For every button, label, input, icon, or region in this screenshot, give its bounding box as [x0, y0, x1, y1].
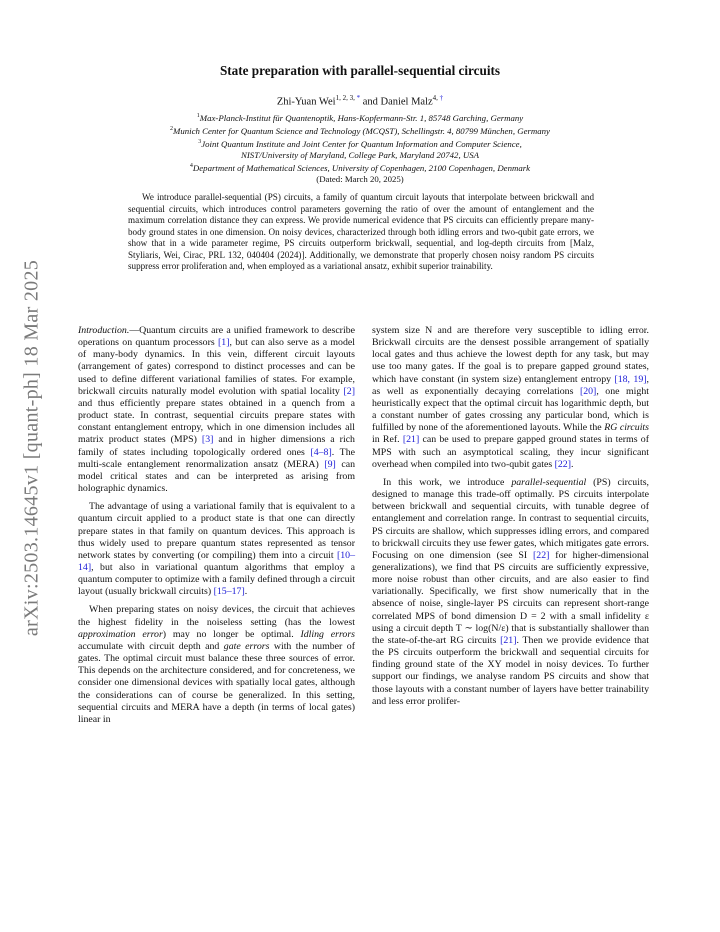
affiliation-line: $^4$Department of Mathematical Sciences, University of Copenhagen, 2100 Copenhagen, Denmark	[189, 163, 531, 174]
author-email-mark[interactable]: †	[439, 94, 444, 102]
right-column	[372, 325, 649, 714]
citation-link[interactable]: [4–8]	[310, 446, 332, 458]
citation-link[interactable]: [3]	[201, 434, 214, 446]
citation-link[interactable]: [22]	[533, 549, 550, 561]
citation-link[interactable]: [22]	[554, 458, 572, 470]
abstract: We introduce parallel-sequential (PS) circuits, a family of quantum circuit layouts that interpolate between brickwall and sequential circuits, which introduces control parameters governing the ratio of over the amount of entanglement and the maximum correlation distance they can express. We provide numerical evidence that PS circuits can efficiently prepare many-body ground states in one dimension. On noisy devices, characterized through both idling errors and two-qubit gate errors, we show that in a wide parameter regime, PS circuits outperform brickwall, sequential, and log-depth circuits from [Malz, Styliaris, Wei, Cirac, PRL 132, 040404 (2024)]. Additionally, we demonstrate that properly chosen noisy random PS circuits suppress error proliferation and, when employed as a variational ansatz, exhibit superior trainability.	[128, 192, 594, 271]
citation-link[interactable]: [9]	[324, 458, 336, 470]
citation-link[interactable]: [20]	[579, 385, 597, 397]
citation-link[interactable]: [1]	[218, 337, 230, 349]
citation-link[interactable]: [21]	[402, 434, 420, 446]
paragraph: The advantage of using a variational family that is equivalent to a quantum circuit applied to a product state is that one can directly prepare states in that family on quantum devices. This approach is thus widely used to prepare quantum states represented as tensor network states by converting (or compiling) them into a circuit [10–14], but also in variational quantum algorithms that employ a quantum computer to optimize with a family defined through a circuit layout (usually brickwall circuits) [15–17].	[78, 501, 355, 598]
affiliation-line: $^2$Munich Center for Quantum Science and Technology (MCQST), Schellingstr. 4, 80799 München, Germany	[170, 125, 550, 136]
arxiv-sidebar-id: arXiv:2503.14645v1 [quant-ph] 18 Mar 2025	[20, 259, 43, 637]
affiliation-line: NIST/University of Maryland, College Park, Maryland 20742, USA	[241, 150, 479, 161]
affiliation-line: $^3$Joint Quantum Institute and Joint Center for Quantum Information and Computer Science,	[198, 138, 522, 149]
citation-link[interactable]: [18, 19]	[614, 373, 647, 385]
author-line: Zhi-Yuan Wei$^{1, 2, 3, *}$ and Daniel Malz$^{4, \dagger}$	[276, 94, 444, 108]
citation-link[interactable]: [10–14]	[78, 549, 355, 573]
date-line: (Dated: March 20, 2025)	[316, 174, 404, 185]
left-column	[78, 325, 355, 732]
paragraph: system size N and are therefore very susceptible to idling error. Brickwall circuits are the densest possible arrangement of spatially local gates and thus achieve the lowest depth for any task, but may use too many gates. If the goal is to prepare gapped ground states, which have constant (in system size) entanglement entropy [18, 19], as well as exponentially decaying correlations [20], one might heuristically expect that the optimal circuit has logarithmic depth, but a constant number of gates crossing any particular bond, which is fulfilled by none of the aforementioned layouts. While the RG circuits in Ref. [21] can be used to prepare gapped ground states in terms of MPS with such an asymptotical scaling, they incur significant overhead when compiled into two-qubit gates [22].	[372, 325, 649, 470]
citation-link[interactable]: [15–17]	[213, 586, 245, 598]
paragraph: In this work, we introduce parallel-sequential (PS) circuits, designed to manage this trade-off optimally. PS circuits interpolate between brickwall and sequential circuits, with tunable degree of entanglement and correlation range. In contrast to sequential circuits, PS circuits are shallow, which suppresses idling errors, and compared to brickwall circuits they use fewer gates, which mitigates gate errors. Focusing on one dimension (see SI [22] for higher-dimensional generalizations), we find that PS circuits are sufficiently expressive, more noise robust than other circuits, and are also easier to find variationally. Specifically, we first show numerically that in the absence of noise, single-layer PS circuits can represent short-range correlated MPS of bond dimension D = 2 with a small infidelity ε using a circuit depth T ∼ log(N/ε) that is substantially shallower than the state-of-the-art RG circuits [21]. Then we provide evidence that the PS circuits outperform the brickwall and sequential circuits for finding ground state of the XY model in noisy devices. To further support our findings, we analyse random PS circuits and show that those layouts with a constant number of layers have better trainability and less error prolifer-	[372, 476, 649, 707]
citation-link[interactable]: [2]	[343, 385, 355, 397]
author-name: Zhi-Yuan Wei	[276, 96, 336, 108]
paper-title: State preparation with parallel-sequential circuits	[219, 63, 501, 78]
affiliations	[0, 111, 720, 185]
author-name: Daniel Malz	[380, 96, 433, 108]
author-email-mark[interactable]: *	[356, 94, 361, 102]
paragraph: When preparing states on noisy devices, the circuit that achieves the highest fidelity in the noiseless setting (has the lowest approximation error) may no longer be optimal. Idling errors accumulate with circuit depth and gate errors with the number of gates. The optimal circuit must balance these three sources of error. This depends on the architecture considered, and for concreteness, we consider one dimensional devices with spatially local gates, although the considerations can of course be generalized. In this setting, sequential circuits and MERA have a depth (in terms of local gates) linear in	[78, 604, 356, 725]
paragraph: Introduction.—Quantum circuits are a unified framework to describe operations on quantum processors [1], but can also serve as a model of many-body dynamics. In this vein, different circuit layouts (arrangement of gates) correspond to distinct processes and can be used to define different variational families of states. For example, brickwall circuits naturally model evolution with spatial locality [2] and thus efficiently prepare states obtained in a quench from a product state. In contrast, sequential circuits prepare states with constant entanglement entropy, which in one dimension includes all matrix product states (MPS) [3] and in higher dimensions a rich family of states including topologically ordered ones [4–8]. The multi-scale entanglement renormalization ansatz (MERA) [9] can model critical states and can be interpreted as arising from holographic dynamics.	[78, 325, 355, 495]
affiliation-line: $^1$Max-Planck-Institut für Quantenoptik, Hans-Kopfermann-Str. 1, 85748 Garching, Germany	[196, 112, 524, 123]
citation-link[interactable]: [21]	[500, 634, 517, 646]
